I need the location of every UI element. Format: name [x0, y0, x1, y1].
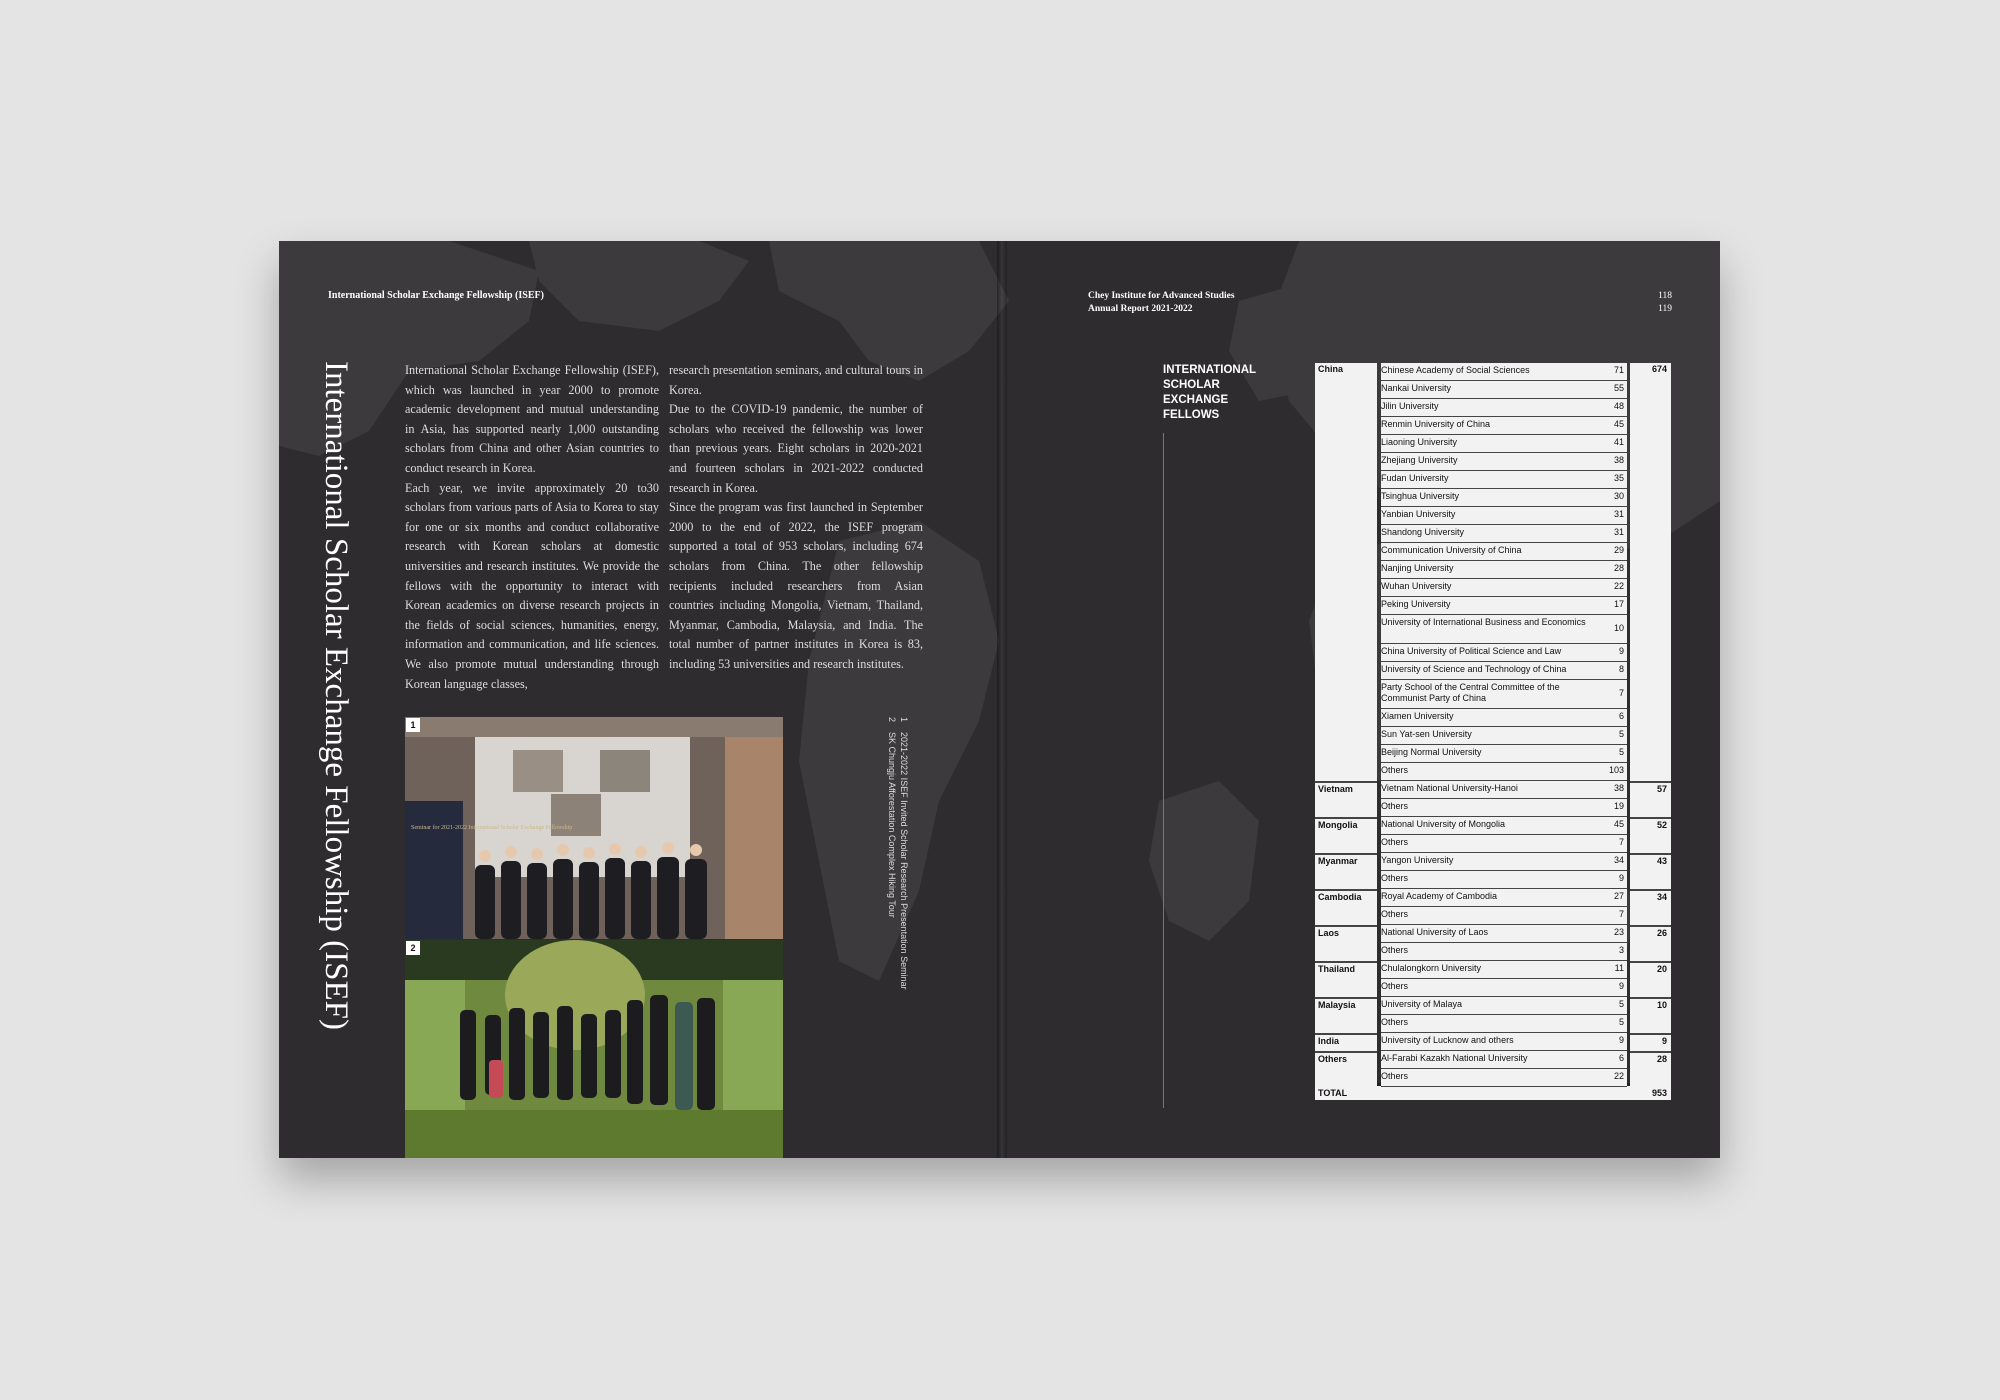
institution-name: Others	[1381, 873, 1409, 883]
institution-cell	[1381, 871, 1627, 889]
institution-cell	[1381, 507, 1627, 525]
country-cell: Others	[1315, 1051, 1377, 1069]
table-row	[1315, 925, 1671, 943]
institution-name: Chulalongkorn University	[1381, 963, 1482, 973]
country-cell	[1315, 1069, 1377, 1087]
institution-cell	[1381, 889, 1627, 907]
table-row	[1315, 597, 1671, 615]
institution-cell	[1381, 799, 1627, 817]
institution-name: University of Malaya	[1381, 999, 1463, 1009]
country-cell: Laos	[1315, 925, 1377, 943]
book-gutter	[997, 241, 1007, 1158]
institution-name: Others	[1381, 1071, 1409, 1081]
table-row	[1315, 835, 1671, 853]
country-total-cell	[1630, 799, 1671, 817]
running-header-report: Annual Report 2021-2022	[1088, 304, 1193, 314]
institution-cell	[1381, 1015, 1627, 1033]
institution-count: 11	[1614, 963, 1624, 973]
institution-name: Jilin University	[1381, 401, 1439, 411]
table-row	[1315, 1033, 1671, 1051]
section-title-line: SCHOLAR	[1163, 379, 1220, 391]
institution-cell	[1381, 680, 1627, 709]
institution-name: Sun Yat-sen University	[1381, 729, 1472, 739]
body-column-2	[669, 361, 923, 675]
country-cell	[1315, 745, 1377, 763]
institution-cell	[1381, 961, 1627, 979]
institution-name: China University of Political Science and Law	[1381, 646, 1562, 656]
institution-count: 5	[1618, 999, 1624, 1009]
country-total-cell	[1630, 453, 1671, 471]
table-row	[1315, 727, 1671, 745]
country-total-cell: 34	[1630, 889, 1671, 907]
country-cell	[1315, 907, 1377, 925]
institution-cell	[1381, 925, 1627, 943]
country-cell	[1315, 727, 1377, 745]
body-paragraph: Due to the COVID-19 pandemic, the number of scholars who received the fellowship was lower than previous years. Eight scholars in 2020-2021 and fourteen scholars in 2021-2022 conducted research in Korea.	[669, 402, 923, 495]
institution-count: 31	[1613, 509, 1624, 519]
institution-name: Renmin University of China	[1381, 419, 1491, 429]
table-row	[1315, 817, 1671, 835]
institution-name: Al-Farabi Kazakh National University	[1381, 1053, 1528, 1063]
institution-count: 35	[1613, 473, 1624, 483]
institution-cell	[1381, 489, 1627, 507]
country-total-cell	[1630, 709, 1671, 727]
table-row	[1315, 1015, 1671, 1033]
country-total-cell	[1630, 507, 1671, 525]
institution-cell	[1381, 644, 1627, 662]
country-cell	[1315, 597, 1377, 615]
institution-name: Nankai University	[1381, 383, 1452, 393]
country-total-cell	[1630, 615, 1671, 644]
photo-badge-1: 1	[406, 718, 420, 732]
institution-count: 30	[1613, 491, 1624, 501]
institution-count: 31	[1613, 527, 1624, 537]
institution-name: Yangon University	[1381, 855, 1454, 865]
institution-cell	[1381, 817, 1627, 835]
caption-1	[898, 717, 910, 990]
institution-count: 17	[1613, 599, 1624, 609]
table-row	[1315, 709, 1671, 727]
institution-count: 34	[1613, 855, 1624, 865]
country-cell: Thailand	[1315, 961, 1377, 979]
table-row	[1315, 381, 1671, 399]
country-total-cell	[1630, 662, 1671, 680]
country-total-cell	[1630, 835, 1671, 853]
institution-cell	[1381, 763, 1627, 781]
body-paragraph: research presentation seminars, and cultural tours in Korea.	[669, 363, 923, 397]
country-total-cell: 57	[1630, 781, 1671, 799]
country-total-cell	[1630, 597, 1671, 615]
institution-name: Wuhan University	[1381, 581, 1452, 591]
institution-name: Liaoning University	[1381, 437, 1458, 447]
country-total-cell: 10	[1630, 997, 1671, 1015]
institution-count: 5	[1618, 747, 1624, 757]
institution-name: Others	[1381, 909, 1409, 919]
country-cell	[1315, 471, 1377, 489]
page-title: International Scholar Exchange Fellowship (ISEF)	[318, 361, 354, 1031]
table-row	[1315, 662, 1671, 680]
country-cell	[1315, 763, 1377, 781]
table-row	[1315, 507, 1671, 525]
institution-name: University of Lucknow and others	[1381, 1035, 1514, 1045]
table-row	[1315, 525, 1671, 543]
country-cell: Cambodia	[1315, 889, 1377, 907]
institution-name: Party School of the Central Committee of the Communist Party of China	[1381, 682, 1560, 703]
country-cell: Myanmar	[1315, 853, 1377, 871]
institution-count: 7	[1618, 909, 1624, 919]
institution-name: Others	[1381, 765, 1409, 775]
country-cell	[1315, 662, 1377, 680]
institution-cell	[1381, 561, 1627, 579]
running-header-right	[1088, 290, 1235, 316]
caption-text: SK Chungju Afforestation Complex Hiking Tour	[887, 732, 897, 918]
table-row	[1315, 907, 1671, 925]
institution-cell	[1381, 907, 1627, 925]
institution-count: 8	[1618, 664, 1624, 674]
table-row	[1315, 435, 1671, 453]
institution-name: Beijing Normal University	[1381, 747, 1482, 757]
institution-name: Others	[1381, 801, 1409, 811]
photo-captions	[886, 717, 910, 990]
institution-cell	[1381, 709, 1627, 727]
institution-cell	[1381, 399, 1627, 417]
institution-count: 9	[1618, 981, 1624, 991]
country-cell	[1315, 453, 1377, 471]
country-total-cell	[1630, 543, 1671, 561]
country-total-cell	[1630, 979, 1671, 997]
institution-cell	[1381, 381, 1627, 399]
institution-cell	[1381, 979, 1627, 997]
institution-cell	[1381, 1051, 1627, 1069]
page-number-right: 119	[1658, 304, 1672, 314]
country-total-cell: 9	[1630, 1033, 1671, 1051]
country-total-cell	[1630, 943, 1671, 961]
institution-count: 38	[1613, 455, 1624, 465]
table-row	[1315, 453, 1671, 471]
table-row	[1315, 579, 1671, 597]
country-total-cell	[1630, 727, 1671, 745]
institution-count: 9	[1618, 1035, 1624, 1045]
table-row	[1315, 745, 1671, 763]
institution-count: 7	[1618, 688, 1624, 698]
institution-name: Others	[1381, 1017, 1409, 1027]
country-total-cell: 20	[1630, 961, 1671, 979]
institution-count: 55	[1613, 383, 1624, 393]
body-paragraph: Each year, we invite approximately 20 to30 scholars from various parts of Asia to Korea to stay for one or six months and conduct collaborative research with Korean scholars at domestic universities and research institutes. We provide the fellows with the opportunity to interact with Korean academics on diverse research projects in the fields of social sciences, humanities, energy, information and communication, and life sciences. We also promote mutual understanding through Korean language classes,	[405, 480, 659, 691]
country-cell	[1315, 709, 1377, 727]
institution-cell	[1381, 997, 1627, 1015]
institution-cell	[1381, 525, 1627, 543]
institution-name: National University of Mongolia	[1381, 819, 1506, 829]
country-total-cell	[1630, 417, 1671, 435]
table-row	[1315, 997, 1671, 1015]
body-paragraph: Since the program was first launched in September 2000 to the end of 2022, the ISEF program supported a total of 953 scholars, including 674 scholars from China. The other fellowship recipients included researchers from Asian countries including Mongolia, Vietnam, Thailand, Myanmar, Cambodia, Malaysia, and India. The total number of partner institutes in Korea is 83, including 53 universities and research institutes.	[669, 500, 923, 671]
body-paragraph: International Scholar Exchange Fellowship (ISEF), which was launched in year 2000 to promote academic development and mutual understanding in Asia, has supported nearly 1,000 outstanding scholars from China and other Asian countries to conduct research in Korea.	[405, 363, 659, 475]
table-row	[1315, 781, 1671, 799]
country-cell	[1315, 943, 1377, 961]
table-row	[1315, 853, 1671, 871]
table-row	[1315, 471, 1671, 489]
institution-cell	[1381, 1033, 1627, 1051]
institution-name: Royal Academy of Cambodia	[1381, 891, 1498, 901]
institution-name: Others	[1381, 837, 1409, 847]
country-cell	[1315, 615, 1377, 644]
institution-cell	[1381, 662, 1627, 680]
page-number-left: 118	[1658, 291, 1672, 301]
country-total-cell: 28	[1630, 1051, 1671, 1069]
country-total-cell	[1630, 561, 1671, 579]
country-total-cell: 26	[1630, 925, 1671, 943]
table-row	[1315, 399, 1671, 417]
institution-name: Xiamen University	[1381, 711, 1454, 721]
page-numbers	[1632, 290, 1672, 316]
institution-count: 27	[1613, 891, 1624, 901]
country-total-cell	[1630, 763, 1671, 781]
institution-cell	[1381, 781, 1627, 799]
total-value: 953	[1651, 1088, 1667, 1098]
institution-cell	[1381, 363, 1627, 381]
institution-cell	[1381, 727, 1627, 745]
institution-cell	[1381, 1069, 1627, 1087]
institution-name: National University of Laos	[1381, 927, 1489, 937]
institution-count: 23	[1613, 927, 1624, 937]
country-total-cell	[1630, 399, 1671, 417]
country-cell	[1315, 543, 1377, 561]
section-divider-line	[1163, 433, 1164, 1108]
institution-count: 5	[1618, 1017, 1624, 1027]
table-row	[1315, 871, 1671, 889]
table-row	[1315, 680, 1671, 709]
institution-cell	[1381, 579, 1627, 597]
institution-cell	[1381, 597, 1627, 615]
country-cell	[1315, 835, 1377, 853]
section-title-line: FELLOWS	[1163, 409, 1220, 421]
report-spread	[279, 241, 1720, 1158]
country-cell: Mongolia	[1315, 817, 1377, 835]
institution-count: 29	[1613, 545, 1624, 555]
institution-name: University of Science and Technology of China	[1381, 664, 1567, 674]
institution-count: 22	[1613, 1071, 1624, 1081]
table-row	[1315, 1069, 1671, 1087]
table-row	[1315, 763, 1671, 781]
country-total-cell	[1630, 680, 1671, 709]
country-cell	[1315, 525, 1377, 543]
country-total-cell	[1630, 907, 1671, 925]
institution-name: Peking University	[1381, 599, 1451, 609]
country-cell	[1315, 381, 1377, 399]
institution-count: 19	[1613, 801, 1624, 811]
country-cell	[1315, 507, 1377, 525]
institution-cell	[1381, 543, 1627, 561]
country-cell: China	[1315, 363, 1377, 381]
table-row	[1315, 561, 1671, 579]
table-row	[1315, 889, 1671, 907]
photo-seminar	[405, 717, 783, 939]
caption-2	[886, 717, 898, 977]
country-total-cell	[1630, 471, 1671, 489]
photo-badge-2: 2	[406, 941, 420, 955]
institution-count: 71	[1613, 365, 1624, 375]
institution-count: 103	[1608, 765, 1624, 775]
table-row	[1315, 799, 1671, 817]
institution-name: Zhejiang University	[1381, 455, 1458, 465]
country-total-cell	[1630, 1069, 1671, 1087]
country-total-cell	[1630, 579, 1671, 597]
institution-name: Others	[1381, 945, 1409, 955]
country-cell	[1315, 680, 1377, 709]
country-cell	[1315, 579, 1377, 597]
country-total-cell	[1630, 525, 1671, 543]
institution-cell	[1381, 471, 1627, 489]
institution-name: Nanjing University	[1381, 563, 1454, 573]
institution-cell	[1381, 943, 1627, 961]
photo-hiking-tour	[405, 940, 783, 1158]
running-header-left: International Scholar Exchange Fellowship (ISEF)	[328, 290, 544, 301]
country-cell	[1315, 871, 1377, 889]
table-row	[1315, 979, 1671, 997]
institution-count: 48	[1613, 401, 1624, 411]
caption-number: 1	[899, 717, 909, 723]
total-label: TOTAL	[1318, 1088, 1348, 1098]
institution-name: Yanbian University	[1381, 509, 1456, 519]
institution-cell	[1381, 853, 1627, 871]
institution-cell	[1381, 615, 1627, 644]
institution-name: Vietnam National University-Hanoi	[1381, 783, 1518, 793]
institution-name: Shandong University	[1381, 527, 1465, 537]
seminar-banner-text: Seminar for 2021-2022 International Scholar Exchange Fellowship	[411, 825, 573, 831]
country-cell: Malaysia	[1315, 997, 1377, 1015]
institution-cell	[1381, 417, 1627, 435]
institution-count: 22	[1613, 581, 1624, 591]
institution-cell	[1381, 435, 1627, 453]
country-cell	[1315, 399, 1377, 417]
country-total-cell	[1630, 871, 1671, 889]
country-total-cell: 43	[1630, 853, 1671, 871]
country-total-cell	[1630, 644, 1671, 662]
table-row	[1315, 363, 1671, 381]
running-header-institute: Chey Institute for Advanced Studies	[1088, 291, 1235, 301]
institution-count: 45	[1613, 419, 1624, 429]
country-cell	[1315, 799, 1377, 817]
country-cell	[1315, 489, 1377, 507]
institution-cell	[1381, 835, 1627, 853]
institution-cell	[1381, 453, 1627, 471]
institution-name: Chinese Academy of Social Sciences	[1381, 365, 1530, 375]
institution-cell	[1381, 745, 1627, 763]
institution-count: 9	[1618, 646, 1624, 656]
country-total-cell	[1630, 435, 1671, 453]
body-column-1	[405, 361, 659, 694]
table-row	[1315, 543, 1671, 561]
table-row	[1315, 1051, 1671, 1069]
table-row	[1315, 615, 1671, 644]
section-title-line: EXCHANGE	[1163, 394, 1229, 406]
country-cell	[1315, 435, 1377, 453]
caption-number: 2	[887, 717, 897, 723]
hiking-photo-image	[405, 940, 783, 1158]
country-cell	[1315, 979, 1377, 997]
country-total-cell	[1630, 1015, 1671, 1033]
institution-count: 45	[1613, 819, 1624, 829]
institution-name: University of International Business and Economics	[1381, 617, 1586, 627]
country-total-cell	[1630, 381, 1671, 399]
country-cell: India	[1315, 1033, 1377, 1051]
institution-count: 5	[1618, 729, 1624, 739]
institution-count: 38	[1613, 783, 1624, 793]
institution-name: Others	[1381, 981, 1409, 991]
caption-text: 2021-2022 ISEF Invited Scholar Research Presentation Seminar	[899, 732, 909, 990]
country-cell	[1315, 644, 1377, 662]
country-cell	[1315, 417, 1377, 435]
country-total-cell	[1630, 745, 1671, 763]
institution-name: Communication University of China	[1381, 545, 1522, 555]
institution-name: Fudan University	[1381, 473, 1449, 483]
table-row	[1315, 943, 1671, 961]
table-row	[1315, 961, 1671, 979]
institution-count: 28	[1613, 563, 1624, 573]
table-row	[1315, 417, 1671, 435]
country-cell	[1315, 1015, 1377, 1033]
country-total-cell	[1630, 489, 1671, 507]
institution-count: 9	[1618, 873, 1624, 883]
country-cell	[1315, 561, 1377, 579]
institution-count: 10	[1613, 623, 1624, 633]
institution-count: 6	[1618, 1053, 1624, 1063]
country-cell: Vietnam	[1315, 781, 1377, 799]
section-title-line: INTERNATIONAL	[1163, 364, 1257, 376]
section-title	[1163, 363, 1256, 423]
institution-count: 41	[1613, 437, 1624, 447]
table-row	[1315, 644, 1671, 662]
seminar-photo-image	[405, 717, 783, 939]
table-row	[1315, 489, 1671, 507]
country-total-cell: 674	[1630, 363, 1671, 381]
institution-count: 6	[1618, 711, 1624, 721]
institution-count: 7	[1618, 837, 1624, 847]
country-total-cell: 52	[1630, 817, 1671, 835]
institution-count: 3	[1618, 945, 1624, 955]
institution-name: Tsinghua University	[1381, 491, 1460, 501]
